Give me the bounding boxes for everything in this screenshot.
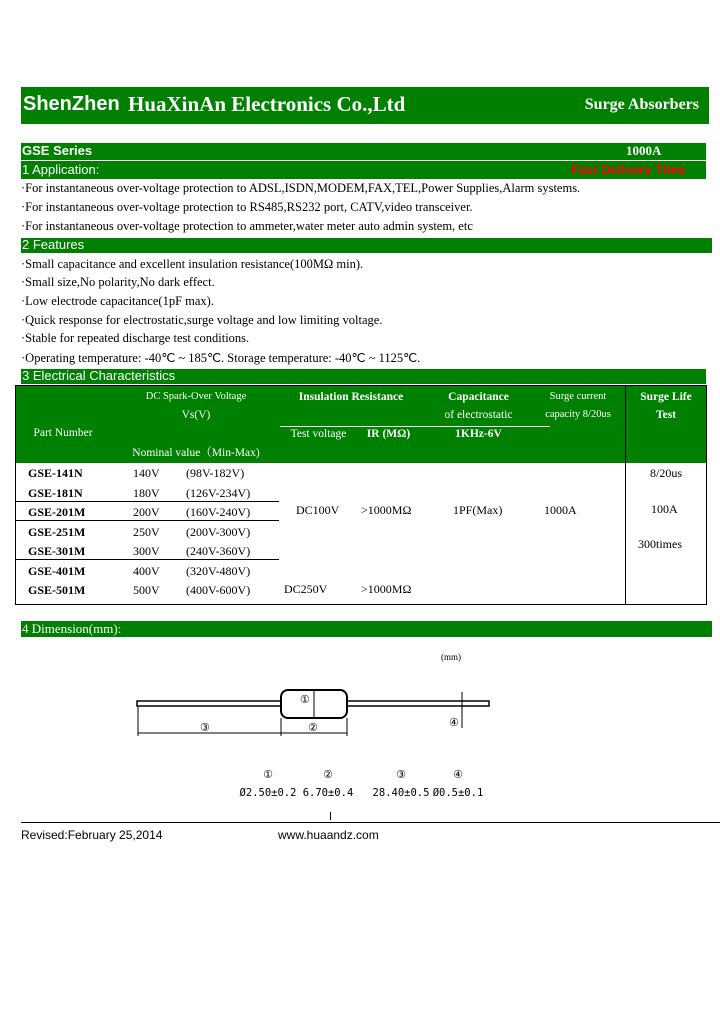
header-dc-spark: DC Spark-Over Voltage [145, 391, 247, 402]
company-name: HuaXinAn Electronics Co.,Ltd [128, 92, 406, 116]
fast-delivery-badge: Fast Delivery Time [571, 162, 686, 177]
lead-left [137, 701, 282, 706]
header-banner [21, 87, 709, 124]
voltage-range: (98V-182V) [186, 466, 245, 480]
product-category: Surge Absorbers [584, 96, 699, 113]
dimension-value: 28.40±0.5 [372, 787, 430, 799]
surge-life-times: 300times [638, 537, 682, 551]
dimension-mark: ② [323, 769, 333, 781]
voltage-range: (200V-300V) [186, 524, 251, 539]
electrical-title: 3 Electrical Characteristics [22, 368, 176, 383]
features-bar [21, 238, 712, 253]
dimension-bar [21, 621, 712, 637]
feature-item: ·Low electrode capacitance(1pF max). [21, 294, 214, 308]
ir-value-2: >1000MΩ [361, 582, 412, 596]
header-divider [280, 426, 550, 427]
lead-right [345, 701, 489, 706]
table-header [16, 386, 706, 463]
feature-item: ·Small size,No polarity,No dark effect. [21, 275, 215, 289]
dimension-mark: ④ [453, 769, 463, 781]
application-bar [21, 161, 706, 179]
electrical-table [15, 385, 707, 605]
row-divider [16, 501, 279, 502]
feature-item: ·Operating temperature: -40℃ ~ 185℃. Storage temperature: -40℃ ~ 1125℃. [21, 351, 421, 365]
part-number: GSE-181N [28, 485, 83, 500]
feature-item: ·Stable for repeated discharge test conditions. [21, 331, 250, 345]
nominal-voltage: 250V [133, 524, 160, 539]
part-number: GSE-501M [28, 583, 86, 597]
surge-life-divider [625, 386, 626, 604]
header-surge-life: Surge Life [640, 391, 692, 403]
company-prefix: ShenZhen [23, 93, 120, 115]
header-surge-current-2: capacity 8/20us [545, 409, 611, 420]
features-title: 2 Features [22, 237, 85, 252]
dim-marker-4: ④ [449, 717, 459, 729]
ir-value-1: >1000MΩ [361, 503, 412, 517]
footer-divider [21, 822, 720, 823]
voltage-range: (400V-600V) [186, 583, 251, 597]
header-capacitance-2: of electrostatic [444, 409, 513, 421]
voltage-range: (320V-480V) [186, 563, 251, 578]
dim-marker-1: ① [300, 694, 310, 706]
header-ir: IR (MΩ) [366, 428, 411, 440]
component-drawing [0, 640, 720, 750]
voltage-range: (126V-234V) [186, 485, 251, 500]
nominal-voltage: 300V [133, 544, 160, 558]
part-number: GSE-201M [28, 505, 86, 519]
unit-label: (mm) [441, 652, 461, 662]
test-voltage-dc250: DC250V [284, 582, 328, 596]
row-divider [16, 520, 279, 521]
header-surge-current: Surge current [549, 391, 607, 402]
header-nominal: Nominal value（Min-Max) [132, 447, 260, 459]
application-title: 1 Application: [22, 162, 100, 177]
feature-item: ·Small capacitance and excellent insulation resistance(100MΩ min). [21, 257, 364, 271]
dimension-mark: ③ [396, 769, 406, 781]
dim-marker-2: ② [308, 722, 318, 734]
dimension-value: Ø0.5±0.1 [432, 787, 484, 799]
revised-date: Revised:February 25,2014 [21, 828, 163, 842]
nominal-voltage: 140V [133, 466, 160, 480]
nominal-voltage: 180V [133, 485, 160, 500]
voltage-range: (160V-240V) [186, 505, 251, 519]
header-capacitance: Capacitance [448, 391, 509, 403]
website-link[interactable]: www.huaandz.com [278, 828, 379, 842]
header-insulation: Insulation Resistance [298, 391, 404, 403]
dimension-value: 6.70±0.4 [302, 787, 354, 799]
dimension-title: 4 Dimension(mm): [22, 621, 122, 636]
header-test-voltage: Test voltage [290, 428, 347, 440]
part-number: GSE-251M [28, 524, 86, 539]
application-item: ·For instantaneous over-voltage protection to ADSL,ISDN,MODEM,FAX,TEL,Power Supplies,Alarm systems. [21, 181, 581, 195]
test-voltage-dc100: DC100V [296, 503, 340, 517]
dimension-mark: ① [263, 769, 273, 781]
surge-current-value: 1000A [544, 503, 577, 517]
voltage-range: (240V-360V) [186, 544, 251, 558]
part-number: GSE-141N [28, 466, 83, 480]
row-divider [16, 559, 279, 560]
feature-item: ·Quick response for electrostatic,surge voltage and low limiting voltage. [21, 313, 383, 327]
header-vs: Vs(V) [181, 409, 211, 421]
series-bar [21, 143, 706, 160]
dim-marker-3: ③ [200, 722, 210, 734]
surge-life-wave: 8/20us [650, 466, 683, 480]
nominal-voltage: 400V [133, 563, 160, 578]
series-rating: 1000A [626, 143, 662, 158]
application-item: ·For instantaneous over-voltage protection to RS485,RS232 port, CATV,video transceiver. [21, 200, 473, 214]
electrical-bar [21, 369, 706, 384]
nominal-voltage: 500V [133, 583, 160, 597]
header-part-number: Part Number [33, 427, 93, 439]
surge-life-current: 100A [651, 502, 678, 516]
application-item: ·For instantaneous over-voltage protection to ammeter,water meter auto admin system, etc [21, 219, 473, 233]
part-number: GSE-301M [28, 544, 86, 558]
footer-tick [330, 812, 331, 820]
series-name: GSE Series [22, 143, 93, 158]
part-number: GSE-401M [28, 563, 86, 578]
capacitance-value: 1PF(Max) [453, 503, 503, 517]
header-cap-condition: 1KHz-6V [455, 428, 502, 440]
header-surge-life-2: Test [655, 409, 677, 421]
nominal-voltage: 200V [133, 505, 160, 519]
dimension-value: Ø2.50±0.2 [239, 787, 297, 799]
